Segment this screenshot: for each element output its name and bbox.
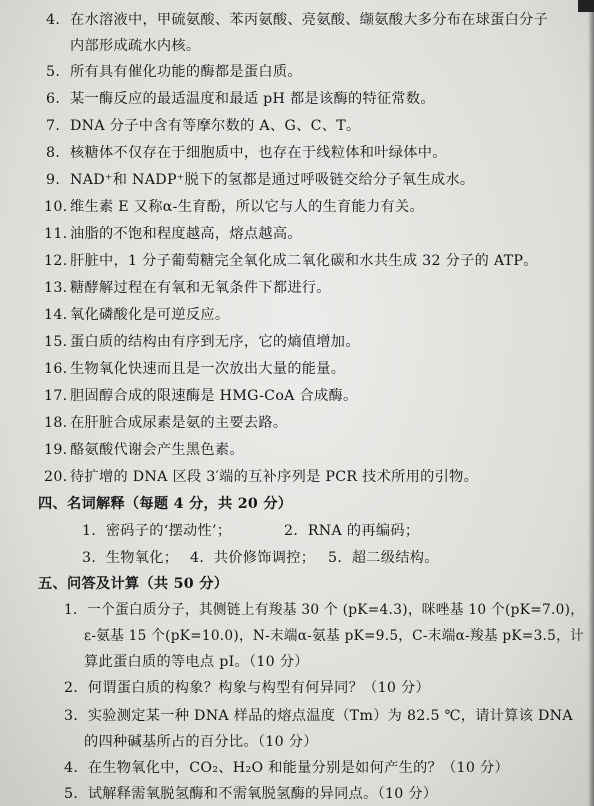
- item-6: 6. 某一酶反应的最适温度和最适 pH 都是该酶的特征常数。: [46, 91, 435, 107]
- item-10: 10. 维生素 E 又称α-生育酚，所以它与人的生育能力有关。: [44, 199, 424, 215]
- term-4: 4．共价修饰调控；: [190, 550, 316, 566]
- item-11: 11. 油脂的不饱和程度越高，熔点越高。: [44, 226, 302, 242]
- item-14: 14. 氧化磷酸化是可逆反应。: [44, 307, 230, 323]
- item-18: 18. 在肝脏合成尿素是氨的主要去路。: [44, 415, 288, 431]
- term-2: 2．RNA 的再编码；: [284, 523, 420, 539]
- question-1-line1: 1．一个蛋白质分子，其侧链上有羧基 30 个 (pK=4.3)，咪唑基 10 个(pK=7.0)，: [64, 602, 585, 618]
- item-5: 5. 所有具有催化功能的酶都是蛋白质。: [46, 64, 302, 80]
- item-13: 13. 糖酵解过程在有氧和无氧条件下都进行。: [44, 280, 331, 296]
- section-4-title: 四、名词解释（每题 4 分，共 20 分）: [38, 496, 293, 512]
- item-4-cont: 内部形成疏水内核。: [70, 38, 201, 54]
- scan-corner-mark: [578, 0, 594, 12]
- item-19: 19. 酪氨酸代谢会产生黑色素。: [44, 442, 244, 458]
- section-5-title: 五、问答及计算（共 50 分）: [38, 576, 229, 592]
- item-20: 20. 待扩增的 DNA 区段 3′端的互补序列是 PCR 技术所用的引物。: [44, 469, 479, 485]
- term-1: 1．密码子的‘摆动性’；: [82, 523, 232, 539]
- question-5: 5．试解释需氧脱氢酶和不需氧脱氢酶的异同点。（10 分）: [64, 786, 438, 802]
- item-7: 7. DNA 分子中含有等摩尔数的 A、G、C、T。: [46, 118, 361, 134]
- item-8: 8. 核糖体不仅存在于细胞质中，也存在于线粒体和叶绿体中。: [46, 145, 447, 161]
- item-12: 12. 肝脏中，1 分子葡萄糖完全氧化成二氧化碳和水共生成 32 分子的 ATP。: [44, 253, 538, 269]
- term-3: 3．生物氧化；: [82, 550, 179, 566]
- item-15: 15. 蛋白质的结构由有序到无序，它的熵值增加。: [44, 334, 360, 350]
- item-4: 4. 在水溶液中，甲硫氨酸、苯丙氨酸、亮氨酸、缬氨酸大多分布在球蛋白分子: [46, 12, 549, 28]
- question-1-line3: 算此蛋白质的等电点 pI。（10 分）: [84, 654, 309, 670]
- question-2: 2．何谓蛋白质的构象？构象与构型有何异同？（10 分）: [64, 680, 431, 696]
- term-5: 5．超二级结构。: [328, 550, 439, 566]
- item-9: 9. NAD⁺和 NADP⁺脱下的氢都是通过呼吸链交给分子氧生成水。: [46, 172, 475, 188]
- question-4: 4．在生物氧化中，CO₂、H₂O 和能量分别是如何产生的？（10 分）: [64, 760, 509, 776]
- scan-shadow: [588, 0, 594, 806]
- question-3-line2: 的四种碱基所占的百分比。（10 分）: [84, 734, 318, 750]
- question-1-line2: ε-氨基 15 个(pK=10.0)，N-末端α-氨基 pK=9.5，C-末端α-羧基 pK=3.5，计: [84, 628, 584, 644]
- item-16: 16. 生物氧化快速而且是一次放出大量的能量。: [44, 361, 346, 377]
- item-17: 17. 胆固醇合成的限速酶是 HMG-CoA 合成酶。: [44, 388, 358, 404]
- question-3-line1: 3．实验测定某一种 DNA 样品的熔点温度（Tm）为 82.5 ℃，请计算该 DNA: [64, 708, 573, 724]
